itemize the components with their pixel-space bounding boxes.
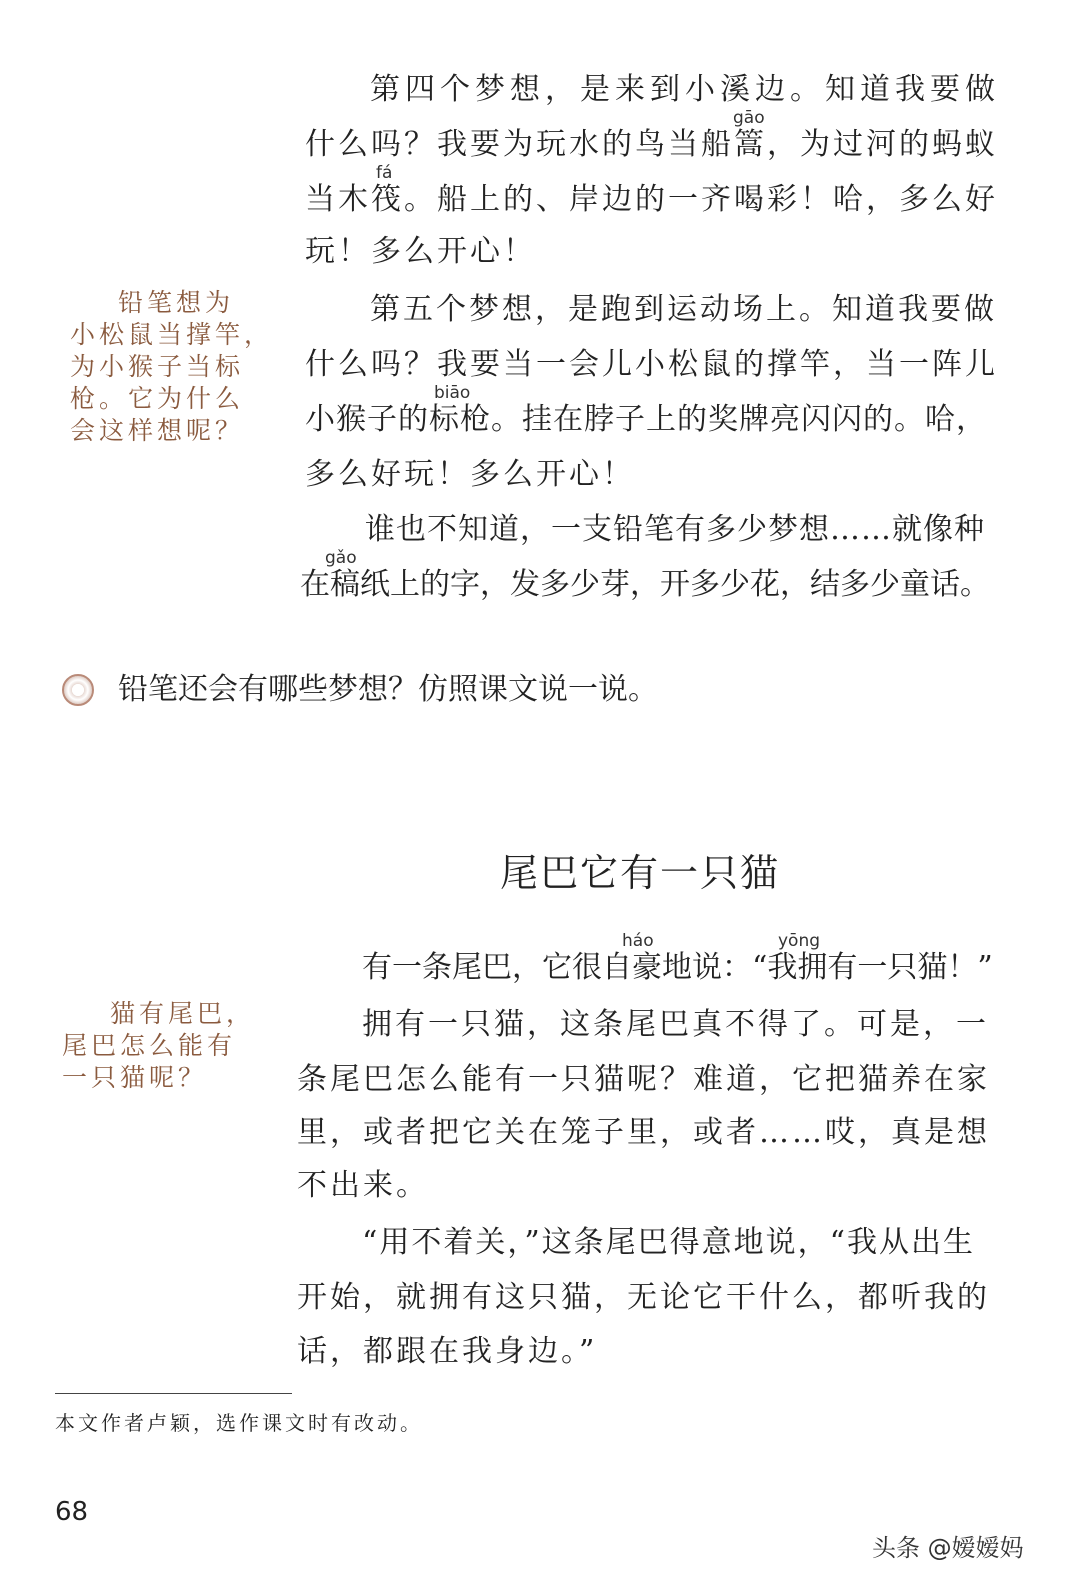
text-line: 什么吗？我要为玩水的鸟当船篙，为过河的蚂蚁	[305, 127, 998, 162]
text-line: 条尾巴怎么能有一只猫呢？难道，它把猫养在家	[297, 1062, 990, 1097]
pinyin: gǎo	[325, 548, 357, 568]
watermark: 头条 @嫒嫒妈	[872, 1534, 1024, 1562]
footnote: 本文作者卢颖，选作课文时有改动。	[55, 1411, 423, 1435]
page-number: 68	[55, 1497, 89, 1527]
pinyin: biāo	[434, 383, 471, 403]
side-note: 会这样想呢？	[70, 416, 245, 445]
text-line: 有一条尾巴，它很自豪地说：“我拥有一只猫！”	[362, 950, 993, 985]
text-line: 玩！多么开心！	[305, 234, 536, 269]
pinyin: yōng	[778, 931, 821, 951]
text-line: 不出来。	[297, 1168, 429, 1203]
text-line: 多么好玩！多么开心！	[305, 457, 635, 492]
flower-seal-icon	[62, 674, 94, 706]
lesson-title: 尾巴它有一只猫	[500, 851, 781, 895]
side-note: 为小猴子当标	[70, 352, 245, 381]
side-note: 尾巴怎么能有	[62, 1031, 237, 1060]
text-line: 里，或者把它关在笼子里，或者……哎，真是想	[297, 1115, 990, 1150]
text-line: “用不着关，”这条尾巴得意地说，“我从出生	[362, 1225, 976, 1260]
pinyin: gāo	[733, 108, 765, 128]
side-note: 枪。它为什么	[70, 384, 245, 413]
side-note: 铅笔想为	[118, 288, 235, 317]
text-line: 在稿纸上的字，发多少芽，开多少花，结多少童话。	[300, 567, 990, 602]
text-line: 谁也不知道，一支铅笔有多少梦想……就像种	[365, 512, 985, 547]
side-note: 猫有尾巴，	[110, 999, 256, 1028]
side-note: 一只猫呢？	[62, 1063, 208, 1092]
text-line: 第五个梦想，是跑到运动场上。知道我要做	[370, 292, 997, 327]
text-line: 什么吗？我要当一会儿小松鼠的撑竿，当一阵儿	[305, 347, 998, 382]
text-line: 第四个梦想，是来到小溪边。知道我要做	[370, 72, 1000, 107]
text-line: 开始，就拥有这只猫，无论它干什么，都听我的	[297, 1280, 990, 1315]
footnote-divider	[55, 1393, 292, 1394]
side-note: 小松鼠当撑竿，	[70, 320, 274, 349]
text-line: 小猴子的标枪。挂在脖子上的奖牌亮闪闪的。哈，	[305, 402, 987, 437]
pinyin: fá	[376, 163, 393, 183]
text-line: 拥有一只猫，这条尾巴真不得了。可是，一	[362, 1007, 989, 1042]
text-line: 话，都跟在我身边。”	[297, 1334, 598, 1369]
text-line: 当木筏。船上的、岸边的一齐喝彩！哈，多么好	[305, 182, 998, 217]
exercise-question: 铅笔还会有哪些梦想？仿照课文说一说。	[118, 672, 658, 707]
pinyin: háo	[622, 931, 654, 951]
